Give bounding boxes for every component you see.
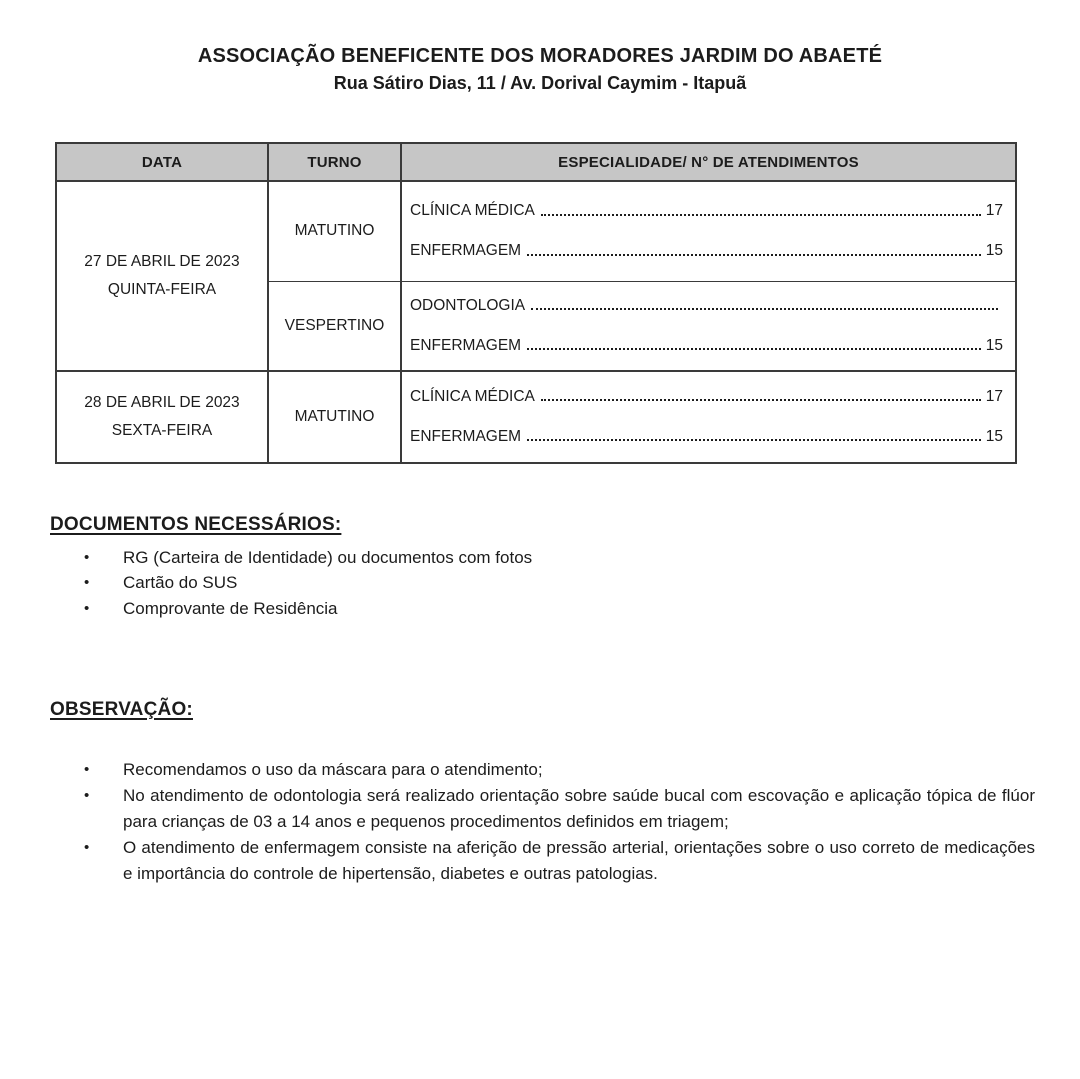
weekday-text: QUINTA-FEIRA [107, 280, 217, 298]
document-item [50, 570, 1035, 596]
dot-leader [527, 432, 981, 441]
observation-item-text: No atendimento de odontologia será realizado orientação sobre saúde bucal com escovação e aplicação tópica de flúor para crianças de 03 a 14 anos e pequenos procedimentos definidos em triagem; [123, 786, 1035, 831]
schedule-header-row [56, 143, 1016, 181]
observation-item-text: Recomendamos o uso da máscara para o atendimento; [123, 760, 543, 779]
schedule-row [56, 371, 1016, 463]
document-item-text: RG (Carteira de Identidade) ou documentos com fotos [123, 547, 533, 567]
service-line [410, 417, 1003, 457]
document-item-text: Cartão do SUS [123, 573, 238, 592]
service-line [410, 191, 1003, 231]
dot-leader [527, 247, 981, 256]
service-count: 17 [985, 387, 1003, 405]
dot-leader [541, 207, 981, 216]
observations-list [50, 757, 1035, 887]
service-name: ODONTOLOGIA [410, 296, 526, 314]
service-count: 15 [985, 336, 1003, 354]
dot-leader [527, 341, 981, 350]
date-cell [56, 181, 268, 371]
services-cell [401, 371, 1016, 463]
schedule-row [56, 181, 1016, 281]
service-line [410, 286, 1003, 326]
page-subtitle: Rua Sátiro Dias, 11 / Av. Dorival Caymim - Itapuã [333, 73, 747, 93]
service-line [410, 231, 1003, 271]
observations-heading: OBSERVAÇÃO: [50, 699, 193, 720]
observation-item [50, 783, 1035, 835]
bullet-icon: • [84, 574, 90, 591]
service-name: ENFERMAGEM [410, 242, 522, 260]
dot-leader [531, 301, 998, 310]
observation-item [50, 757, 1035, 783]
column-header-especialidade: ESPECIALIDADE/ N° DE ATENDIMENTOS [401, 143, 1016, 181]
service-line [410, 326, 1003, 366]
service-name: ENFERMAGEM [410, 336, 522, 354]
service-count: 15 [985, 242, 1003, 260]
date-text: 27 DE ABRIL DE 2023 [84, 252, 240, 270]
turno-cell: MATUTINO [268, 181, 401, 281]
service-count: 17 [985, 202, 1003, 220]
document-header [0, 0, 1080, 94]
service-name: CLÍNICA MÉDICA [410, 202, 535, 220]
bullet-icon: • [84, 599, 90, 617]
observations-section [50, 699, 1035, 887]
date-cell [56, 371, 268, 463]
service-name: CLÍNICA MÉDICA [410, 387, 535, 405]
service-name: ENFERMAGEM [410, 427, 522, 445]
schedule-table-body [56, 181, 1016, 463]
service-count: 15 [985, 427, 1003, 445]
documents-section [50, 514, 1035, 622]
dot-leader [541, 392, 981, 401]
bullet-icon: • [84, 548, 90, 566]
services-cell [401, 281, 1016, 371]
document-item-text: Comprovante de Residência [123, 598, 338, 618]
weekday-text: SEXTA-FEIRA [111, 421, 213, 439]
page-title: ASSOCIAÇÃO BENEFICENTE DOS MORADORES JARDIM DO ABAETÉ [197, 45, 883, 67]
document-item [50, 596, 1035, 622]
document-item [50, 545, 1035, 571]
observation-item-text: O atendimento de enfermagem consiste na aferição de pressão arterial, orientações sobre o uso correto de medicações e importância do controle de hipertensão, diabetes e outras patologias. [123, 838, 1035, 883]
date-text: 28 DE ABRIL DE 2023 [84, 393, 240, 411]
observation-item [50, 835, 1035, 887]
schedule-table-head [56, 143, 1016, 181]
bullet-icon: • [84, 787, 90, 804]
column-header-turno: TURNO [268, 143, 401, 181]
turno-cell: MATUTINO [268, 371, 401, 463]
documents-heading: DOCUMENTOS NECESSÁRIOS: [50, 513, 342, 535]
service-line [410, 377, 1003, 417]
schedule-table [55, 142, 1017, 464]
documents-list [50, 545, 1035, 622]
services-cell [401, 181, 1016, 281]
bullet-icon: • [84, 839, 90, 856]
turno-cell: VESPERTINO [268, 281, 401, 371]
bullet-icon: • [84, 761, 90, 778]
column-header-data: DATA [56, 143, 268, 181]
